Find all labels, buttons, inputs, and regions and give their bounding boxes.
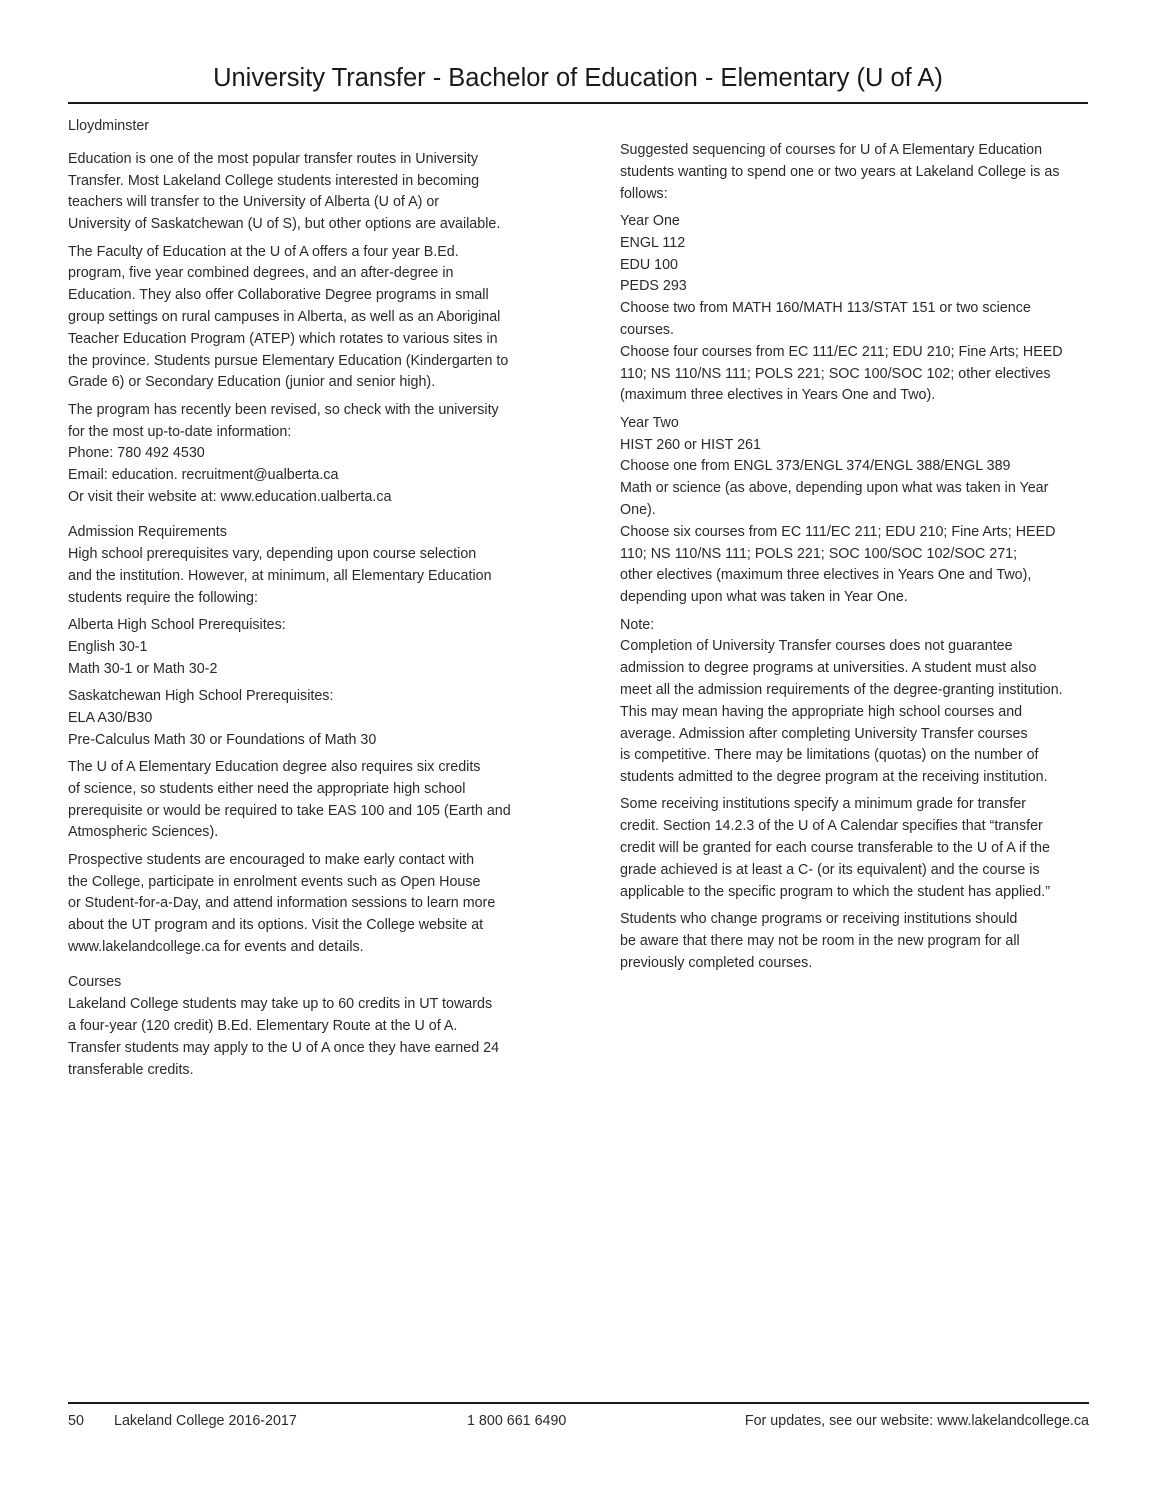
sask-heading: Saskatchewan High School Prerequisites: bbox=[68, 688, 334, 705]
text-line: Choose six courses from EC 111/EC 211; EDU 210; Fine Arts; HEED bbox=[620, 523, 1056, 540]
text-line: follows: bbox=[620, 185, 668, 202]
text-line: (maximum three electives in Years One and Two). bbox=[620, 387, 936, 404]
text-line: program, five year combined degrees, and an after-degree in bbox=[68, 265, 454, 282]
text-line: prerequisite or would be required to take EAS 100 and 105 (Earth and bbox=[68, 802, 511, 819]
text-line: Some receiving institutions specify a minimum grade for transfer bbox=[620, 796, 1027, 813]
text-line: Completion of University Transfer courses does not guarantee bbox=[620, 638, 1013, 655]
footer-updates: For updates, see our website: www.lakelandcollege.ca bbox=[744, 1413, 1089, 1429]
text-line: PEDS 293 bbox=[620, 278, 687, 295]
text-line: Education is one of the most popular transfer routes in University bbox=[68, 150, 479, 167]
location-label: Lloydminster bbox=[68, 118, 150, 134]
text-line: meet all the admission requirements of the degree-granting institution. bbox=[620, 681, 1063, 698]
text-line: Choose one from ENGL 373/ENGL 374/ENGL 388/ENGL 389 bbox=[620, 458, 1011, 475]
alberta-list bbox=[68, 637, 543, 681]
admission-text bbox=[68, 544, 543, 609]
intro-paragraph bbox=[68, 149, 543, 236]
text-line: Grade 6) or Secondary Education (junior and senior high). bbox=[68, 374, 436, 391]
text-line: Lakeland College students may take up to 60 credits in UT towards bbox=[68, 996, 493, 1013]
courses-heading: Courses bbox=[68, 974, 122, 991]
text-line: Choose four courses from EC 111/EC 211; EDU 210; Fine Arts; HEED bbox=[620, 343, 1063, 360]
text-line: Transfer. Most Lakeland College students interested in becoming bbox=[68, 172, 480, 189]
text-line: 110; NS 110/NS 111; POLS 221; SOC 100/SOC 102; other electives bbox=[620, 365, 1051, 382]
text-line: grade achieved is at least a C- (or its equivalent) and the course is bbox=[620, 861, 1040, 878]
courses-text bbox=[68, 994, 543, 1081]
text-line: teachers will transfer to the University of Alberta (U of A) or bbox=[68, 194, 440, 211]
text-line: depending upon what was taken in Year One. bbox=[620, 589, 908, 606]
alberta-prerequisites bbox=[68, 615, 543, 680]
text-line: Atmospheric Sciences). bbox=[68, 824, 219, 841]
page-title: University Transfer - Bachelor of Education - Elementary (U of A) bbox=[213, 64, 943, 92]
text-line: The Faculty of Education at the U of A offers a four year B.Ed. bbox=[68, 243, 459, 260]
text-line: or Student-for-a-Day, and attend information sessions to learn more bbox=[68, 895, 496, 912]
sask-list bbox=[68, 708, 543, 752]
right-column bbox=[620, 140, 1090, 980]
text-line: www.lakelandcollege.ca for events and details. bbox=[68, 939, 364, 956]
text-line: and the institution. However, at minimum, all Elementary Education bbox=[68, 567, 492, 584]
grade-paragraph bbox=[620, 794, 1090, 903]
footer-rule bbox=[68, 1402, 1089, 1404]
admission-section bbox=[68, 522, 543, 609]
text-line: average. Admission after completing University Transfer courses bbox=[620, 725, 1028, 742]
contact-email: Email: education. recruitment@ualberta.ca bbox=[68, 467, 339, 484]
text-line: admission to degree programs at universities. A student must also bbox=[620, 660, 1037, 677]
text-line: credit will be granted for each course transferable to the U of A if the bbox=[620, 840, 1050, 857]
contact-phone: Phone: 780 492 4530 bbox=[68, 445, 205, 462]
text-line: University of Saskatchewan (U of S), but other options are available. bbox=[68, 216, 501, 233]
revised-text bbox=[68, 400, 543, 444]
text-line: Year One bbox=[620, 212, 680, 229]
text-line: Transfer students may apply to the U of A once they have earned 24 bbox=[68, 1039, 500, 1056]
faculty-paragraph bbox=[68, 242, 543, 395]
text-line: the province. Students pursue Elementary Education (Kindergarten to bbox=[68, 352, 509, 369]
contact-paragraph bbox=[68, 400, 543, 509]
text-line: Note: bbox=[620, 616, 655, 633]
text-line: is competitive. There may be limitations (quotas) on the number of bbox=[620, 747, 1039, 764]
sequence-paragraph bbox=[620, 140, 1090, 205]
text-line: students require the following: bbox=[68, 589, 258, 606]
text-line: for the most up-to-date information: bbox=[68, 423, 292, 440]
text-line: 110; NS 110/NS 111; POLS 221; SOC 100/SOC 102/SOC 271; bbox=[620, 545, 1018, 562]
change-paragraph bbox=[620, 909, 1090, 974]
text-line: ENGL 112 bbox=[620, 234, 686, 251]
text-line: students admitted to the degree program at the receiving institution. bbox=[620, 769, 1048, 786]
text-line: previously completed courses. bbox=[620, 954, 813, 971]
text-line: The program has recently been revised, so check with the university bbox=[68, 401, 499, 418]
text-line: Students who change programs or receiving institutions should bbox=[620, 911, 1018, 928]
text-line: courses. bbox=[620, 321, 675, 338]
left-column bbox=[68, 116, 543, 1087]
text-line: transferable credits. bbox=[68, 1061, 194, 1078]
text-line: Teacher Education Program (ATEP) which rotates to various sites in bbox=[68, 330, 498, 347]
text-line: Math 30-1 or Math 30-2 bbox=[68, 660, 218, 677]
text-line: Year Two bbox=[620, 414, 679, 431]
text-line: Math or science (as above, depending upon what was taken in Year bbox=[620, 480, 1049, 497]
text-line: be aware that there may not be room in the new program for all bbox=[620, 932, 1020, 949]
text-line: This may mean having the appropriate high school courses and bbox=[620, 703, 1023, 720]
admission-heading: Admission Requirements bbox=[68, 524, 227, 541]
text-line: credit. Section 14.2.3 of the U of A Calendar specifies that “transfer bbox=[620, 818, 1043, 835]
year-one-section bbox=[620, 211, 1090, 407]
text-line: students wanting to spend one or two years at Lakeland College is as bbox=[620, 163, 1060, 180]
text-line: Education. They also offer Collaborative Degree programs in small bbox=[68, 287, 489, 304]
footer-phone: 1 800 661 6490 bbox=[467, 1413, 567, 1429]
text-line: Pre-Calculus Math 30 or Foundations of Math 30 bbox=[68, 731, 377, 748]
courses-section bbox=[68, 972, 543, 1081]
prospective-paragraph bbox=[68, 850, 543, 959]
text-line: High school prerequisites vary, depending upon course selection bbox=[68, 546, 477, 563]
text-line: Suggested sequencing of courses for U of A Elementary Education bbox=[620, 142, 1043, 158]
page-number: 50 bbox=[68, 1413, 84, 1429]
contact-website: Or visit their website at: www.education.ualberta.ca bbox=[68, 488, 392, 505]
text-line: Prospective students are encouraged to make early contact with bbox=[68, 851, 475, 868]
text-line: The U of A Elementary Education degree also requires six credits bbox=[68, 759, 481, 776]
text-line: of science, so students either need the appropriate high school bbox=[68, 780, 466, 797]
footer-publication: Lakeland College 2016-2017 bbox=[114, 1413, 297, 1429]
text-line: One). bbox=[620, 501, 656, 518]
text-line: EDU 100 bbox=[620, 256, 679, 273]
note-section bbox=[620, 615, 1090, 789]
year-two-section bbox=[620, 413, 1090, 609]
alberta-heading: Alberta High School Prerequisites: bbox=[68, 617, 286, 634]
text-line: applicable to the specific program to which the student has applied.” bbox=[620, 883, 1050, 900]
text-line: other electives (maximum three electives in Years One and Two), bbox=[620, 567, 1032, 584]
text-line: ELA A30/B30 bbox=[68, 709, 153, 726]
text-line: a four-year (120 credit) B.Ed. Elementary Route at the U of A. bbox=[68, 1018, 458, 1035]
text-line: group settings on rural campuses in Alberta, as well as an Aboriginal bbox=[68, 308, 501, 325]
text-line: the College, participate in enrolment events such as Open House bbox=[68, 873, 481, 890]
text-line: about the UT program and its options. Visit the College website at bbox=[68, 917, 484, 934]
text-line: HIST 260 or HIST 261 bbox=[620, 436, 761, 453]
header-rule bbox=[68, 102, 1088, 104]
science-paragraph bbox=[68, 757, 543, 844]
text-line: English 30-1 bbox=[68, 638, 148, 655]
text-line: Choose two from MATH 160/MATH 113/STAT 151 or two science bbox=[620, 300, 1031, 317]
saskatchewan-prerequisites bbox=[68, 686, 543, 751]
